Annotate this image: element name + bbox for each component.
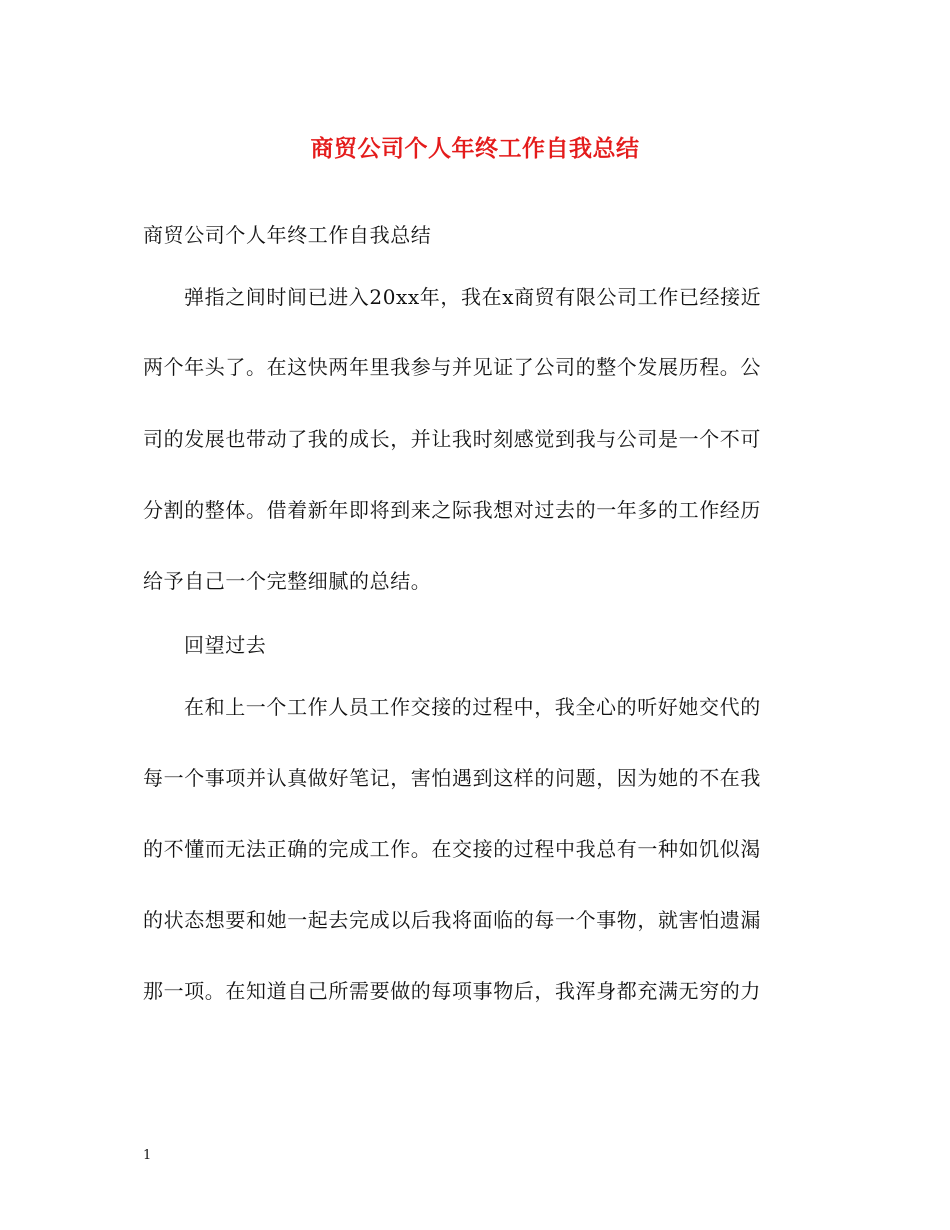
paragraph-line: 在和上一个工作人员工作交接的过程中，我全心的听好她交代的 [184,695,761,719]
paragraph-line: 分割的整体。借着新年即将到来之际我想对过去的一年多的工作经历 [143,498,761,522]
paragraph-line: 两个年头了。在这快两年里我参与并见证了公司的整个发展历程。公 [143,355,761,379]
page-number: 1 [143,1148,152,1163]
paragraph-line: 的不懂而无法正确的完成工作。在交接的过程中我总有一种如饥似渴 [143,837,761,861]
paragraph-line: 司的发展也带动了我的成长，并让我时刻感觉到我与公司是一个不可 [143,427,761,451]
paragraph-line: 的状态想要和她一起去完成以后我将面临的每一个事物，就害怕遗漏 [143,908,761,932]
paragraph-line: 每一个事项并认真做好笔记，害怕遇到这样的问题，因为她的不在我 [143,766,761,790]
paragraph-line: 给予自己一个完整细腻的总结。 [143,569,432,593]
paragraph-line: 那一项。在知道自己所需要做的每项事物后，我浑身都充满无穷的力 [143,979,761,1003]
section-heading: 回望过去 [184,633,267,657]
document-subtitle: 商贸公司个人年终工作自我总结 [143,223,432,247]
document-title: 商贸公司个人年终工作自我总结 [310,135,640,162]
paragraph-line: 弹指之间时间已进入20xx年，我在x商贸有限公司工作已经接近 [184,285,762,309]
